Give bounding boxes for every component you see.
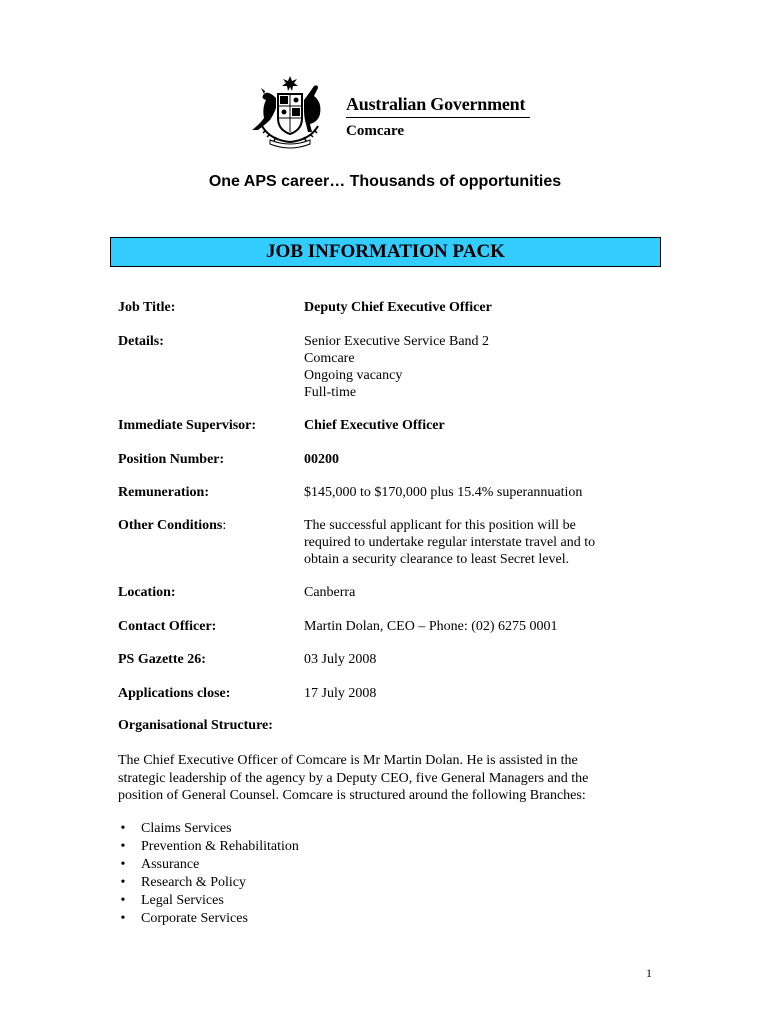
field-value — [304, 517, 654, 568]
field-value: 17 July 2008 — [304, 686, 377, 701]
details-line: Comcare — [304, 351, 355, 366]
field-label: Location: — [118, 585, 176, 600]
field-label: Details: — [118, 334, 164, 349]
details-line: Ongoing vacancy — [304, 368, 403, 383]
conditions-line: required to undertake regular interstate travel and to — [304, 535, 596, 550]
branch-name: Corporate Services — [141, 911, 248, 926]
bullet-icon: • — [120, 857, 126, 872]
paragraph-line: position of General Counsel. Comcare is structured around the following Branches: — [118, 788, 586, 803]
branch-name: Assurance — [141, 857, 200, 872]
bullet-icon: • — [120, 911, 126, 926]
field-label: Job Title: — [118, 300, 176, 315]
bullet-icon: • — [120, 839, 126, 854]
agency-name: Comcare — [346, 123, 405, 139]
details-line: Full-time — [304, 385, 357, 400]
field-label: Remuneration: — [118, 485, 209, 500]
field-label-text: Other Conditions — [118, 518, 223, 533]
bullet-icon: • — [120, 875, 126, 890]
field-label — [118, 517, 226, 534]
list-item — [118, 910, 299, 928]
field-value: 03 July 2008 — [304, 652, 377, 667]
bullet-icon: • — [120, 893, 126, 908]
agency-header — [240, 74, 540, 152]
branch-name: Prevention & Rehabilitation — [141, 839, 299, 854]
list-item — [118, 820, 299, 838]
org-structure-heading: Organisational Structure: — [118, 718, 273, 733]
field-label: Immediate Supervisor: — [118, 418, 257, 433]
branch-name: Research & Policy — [141, 875, 246, 890]
field-label: Position Number: — [118, 452, 225, 467]
field-label: PS Gazette 26: — [118, 652, 206, 667]
field-value: Martin Dolan, CEO – Phone: (02) 6275 0001 — [304, 619, 558, 634]
paragraph-line: strategic leadership of the agency by a Deputy CEO, five General Managers and the — [118, 770, 589, 786]
government-wordmark — [346, 94, 536, 140]
page-number: 1 — [646, 966, 652, 980]
field-label: Contact Officer: — [118, 619, 217, 634]
org-structure-paragraph — [118, 752, 653, 805]
government-name: Australian Government — [346, 94, 526, 114]
paragraph-line: The Chief Executive Officer of Comcare is Mr Martin Dolan. He is assisted in the — [118, 753, 578, 768]
branch-name: Claims Services — [141, 821, 232, 836]
list-item — [118, 838, 299, 856]
header-rule — [346, 117, 530, 118]
list-item — [118, 892, 299, 910]
field-value: 00200 — [304, 452, 339, 467]
conditions-line: obtain a security clearance to least Secret level. — [304, 552, 570, 567]
field-label-colon: : — [222, 518, 227, 533]
branch-name: Legal Services — [141, 893, 224, 908]
tagline: One APS career… Thousands of opportunities — [208, 173, 562, 190]
list-item — [118, 856, 299, 874]
field-value: Chief Executive Officer — [304, 418, 445, 433]
coat-of-arms-icon — [240, 74, 340, 152]
conditions-line: The successful applicant for this position will be — [304, 518, 576, 533]
bullet-icon: • — [120, 821, 126, 836]
branch-list — [118, 820, 299, 928]
details-line: Senior Executive Service Band 2 — [304, 334, 490, 349]
field-value: Deputy Chief Executive Officer — [304, 300, 492, 315]
field-value — [304, 333, 654, 401]
field-label: Applications close: — [118, 686, 231, 701]
list-item — [118, 874, 299, 892]
field-value: $145,000 to $170,000 plus 15.4% superannuation — [304, 485, 583, 500]
field-value: Canberra — [304, 585, 356, 600]
document-title: JOB INFORMATION PACK — [110, 237, 661, 267]
